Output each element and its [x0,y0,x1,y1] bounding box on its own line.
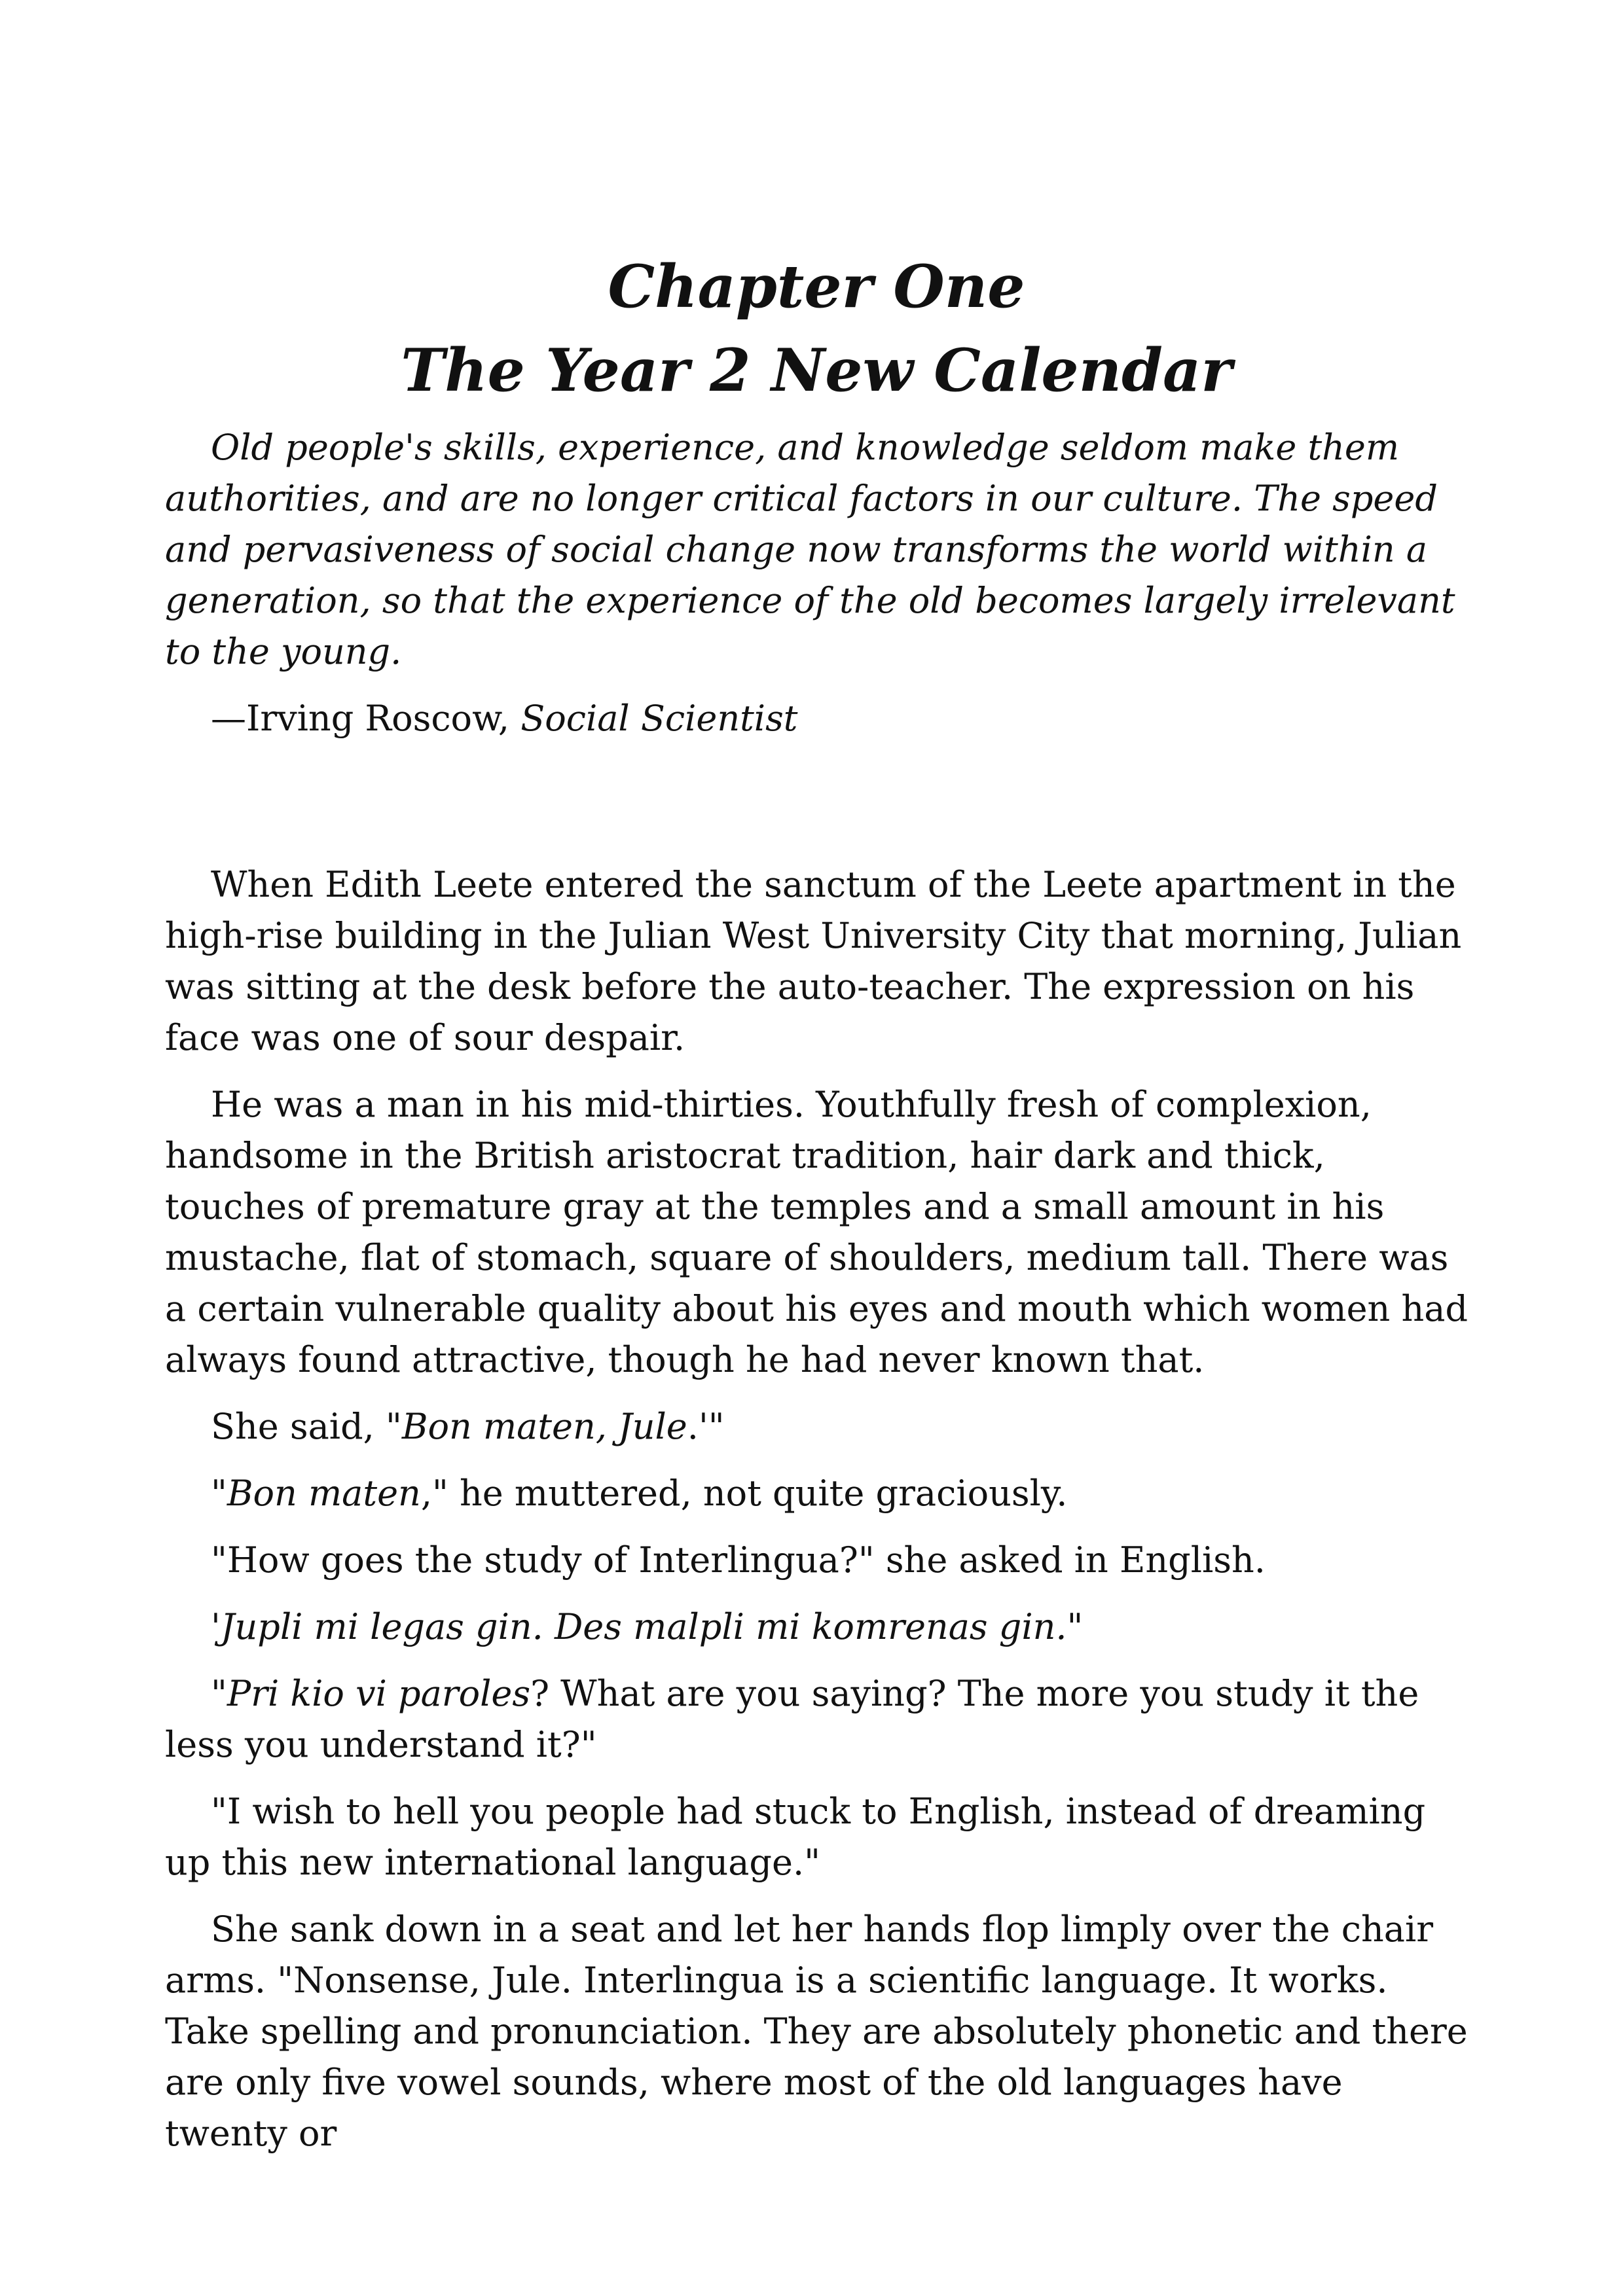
chapter-body [165,859,1468,2175]
italic-text-run: Bon maten [227,1473,421,1514]
paragraph [165,1468,1468,1519]
paragraph: When Edith Leete entered the sanctum of the Leete apartment in the high-rise building in the Julian West University City that morning, Julian was sitting at the desk before the auto-teacher. The expression on his face was one of sour despair. [165,864,1462,1058]
text-run: ? What are you saying? The more you study it the less you understand it?" [165,1673,1419,1765]
paragraph: "How goes the study of Interlingua?" she asked in English. [211,1539,1266,1581]
paragraph: 'Jupli mi legas gin. Des malpli mi komrenas gin." [211,1606,1084,1647]
text-run: She said, " [211,1406,402,1447]
italic-text-run: Bon maten, Jule [401,1406,687,1447]
chapter-number: Chapter One [608,252,1025,321]
paragraph [165,1668,1468,1770]
epigraph-author-role: Social Scientist [520,698,798,739]
paragraph [165,1401,1468,1452]
text-run: " [211,1673,227,1714]
text-run: ," he muttered, not quite graciously. [420,1473,1068,1514]
paragraph: "I wish to hell you people had stuck to English, instead of dreaming up this new international language." [165,1791,1426,1883]
text-run: .'" [687,1406,725,1447]
italic-text-run: Pri kio vi paroles [227,1673,531,1714]
epigraph-quote: Old people's skills, experience, and knowledge seldom make them authorities, and are no longer critical factors in our culture. The speed and pervasiveness of social change now transforms the world within a generation, so that the experience of the old becomes largely irrelevant to the young. [165,427,1455,672]
chapter-title: The Year 2 New Calendar [401,336,1232,405]
paragraph: She sank down in a seat and let her hands flop limply over the chair arms. "Nonsense, Jule. Interlingua is a scientific language. It works. Take spelling and pronunciation. They are absolutely phonetic and there are only five vowel sounds, where most of the old languages have twenty or [165,1909,1468,2154]
epigraph-attribution [165,693,1468,744]
epigraph-author: —Irving Roscow, [211,698,521,739]
paragraph: He was a man in his mid-thirties. Youthfully fresh of complexion, handsome in the British aristocrat tradition, hair dark and thick, touches of premature gray at the temples and a small amount in his mustache, flat of stomach, square of shoulders, medium tall. There was a certain vulnerable quality about his eyes and mouth which women had always found attractive, though he had never known that. [165,1084,1468,1380]
text-run: " [211,1473,227,1514]
epigraph [165,422,1468,744]
